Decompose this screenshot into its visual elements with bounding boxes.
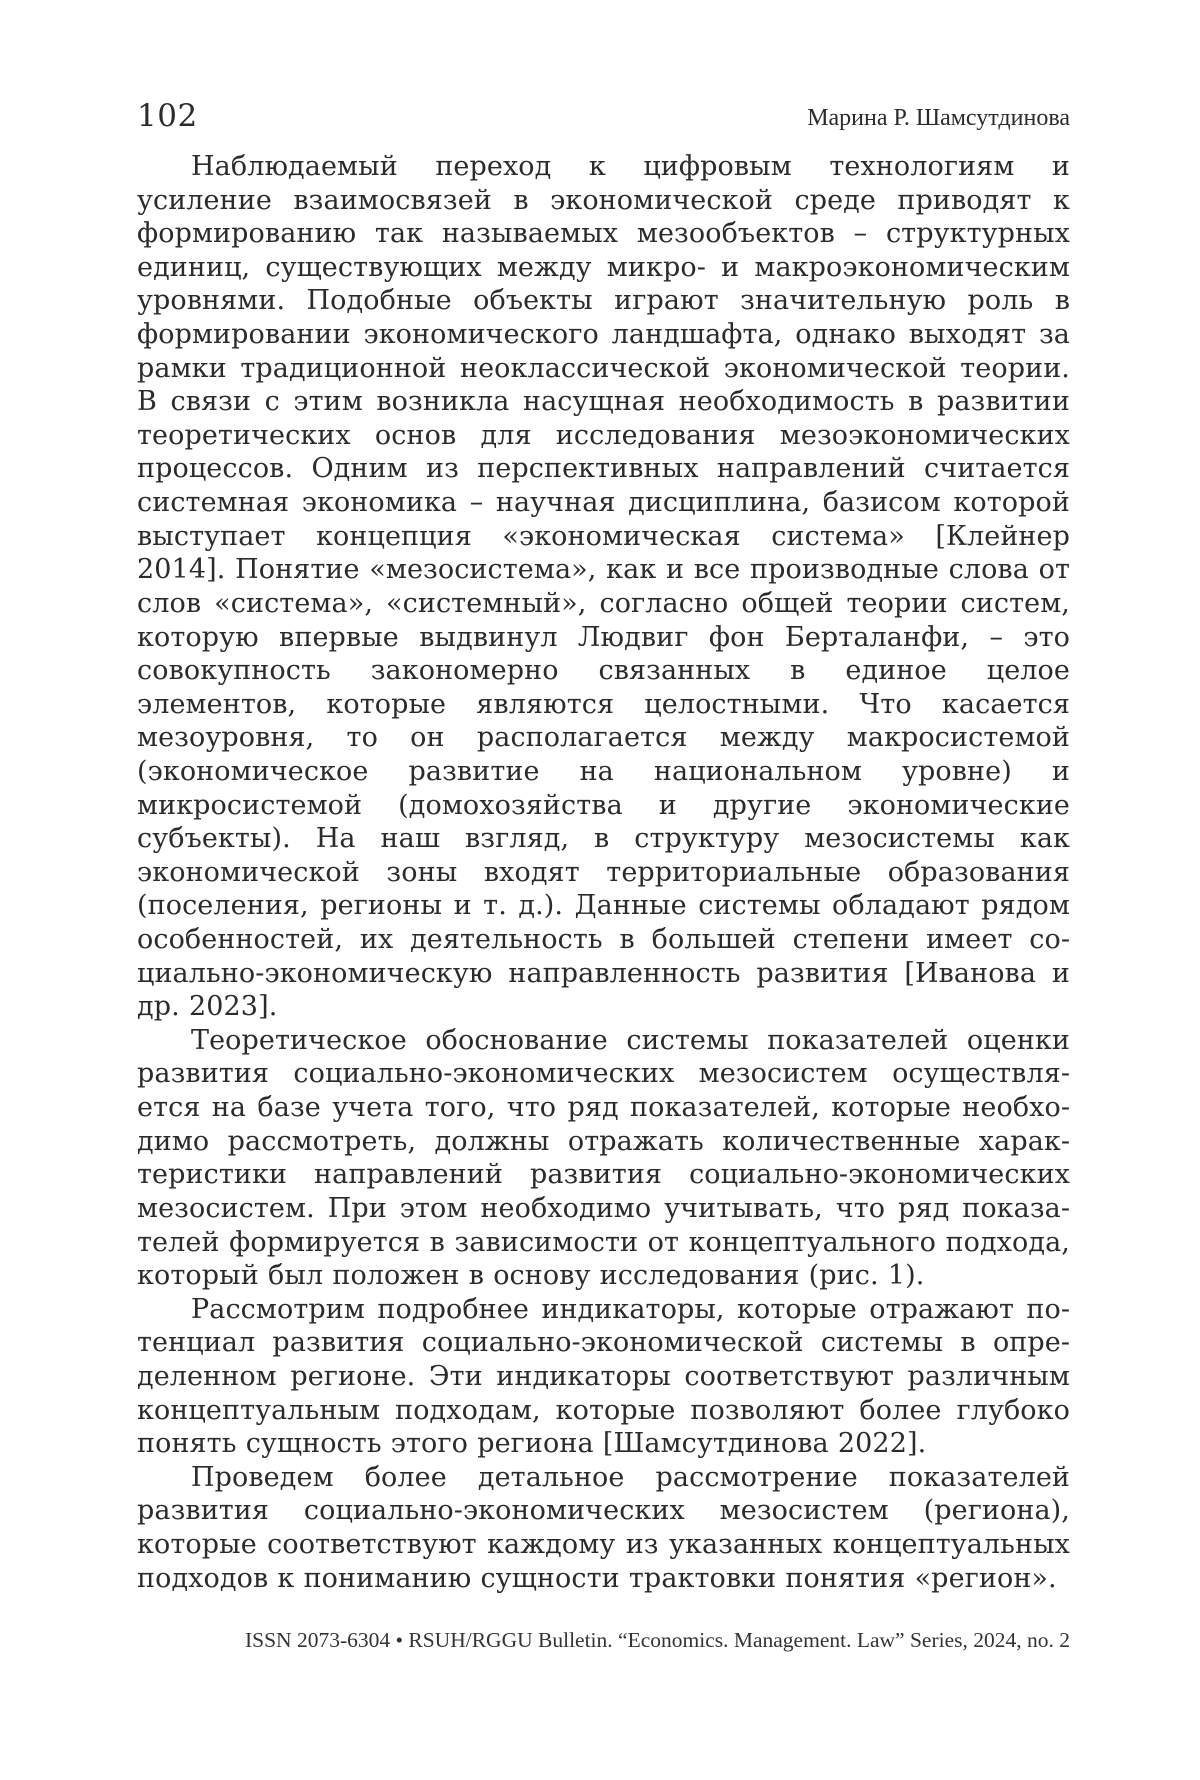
article-body [137,150,1070,1595]
journal-page [137,0,1070,1780]
journal-footer: ISSN 2073-6304 • RSUH/RGGU Bulletin. “Economics. Management. Law” Series, 2024, no. 2 [137,1625,1070,1655]
paragraph-3: Рассмотрим подробнее индикаторы, которые отражают по­тенциал развития социально-экономической системы в опре­деленном регионе. Эти индикаторы соответствуют различным концептуальным подходам, которые позволяют более глубоко понять сущность этого региона [Шамсутдинова 2022]. [137,1293,1070,1461]
paragraph-1: Наблюдаемый переход к цифровым технологиям и усиление взаимосвязей в экономической среде приводят к формирова­нию так называемых мезообъектов – структурных единиц, су­ществующих между микро- и макроэкономическим уровнями. Подобные объекты играют значительную роль в формирова­нии экономического ландшафта, однако выходят за рамки тра­диционной неоклассической экономической теории. В связи с этим возникла насущная необходимость в развитии теорети­ческих основ для исследования мезоэкономических процессов. Одним из перспективных направлений считается системная экономика – научная дисциплина, базисом которой выступает концепция «экономическая система» [Клейнер 2014]. Понятие «мезосистема», как и все производные слова от слов «система», «системный», согласно общей теории систем, которую впервые выдвинул Людвиг фон Берталанфи, – это совокупность зако­номерно связанных в единое целое элементов, которые являют­ся целостными. Что касается мезоуровня, то он располагается между макросистемой (экономическое развитие на националь­ном уровне) и микросистемой (домохозяйства и другие эконо­мические субъекты). На наш взгляд, в структуру мезосистемы как экономической зоны входят территориальные образования (поселения, регионы и т. д.). Данные системы обладают рядом особенностей, их деятельность в большей степени имеет со­циально-экономическую направленность развития [Иванова и др. 2023]. [137,150,1070,1024]
page-number: 102 [137,96,198,136]
paragraph-2: Теоретическое обоснование системы показателей оценки развития социально-экономических мезосистем осуществля­ется на базе учета того, что ряд показателей, которые необхо­димо рассмотреть, должны отражать количественные харак­теристики направлений развития социально-экономических мезосистем. При этом необходимо учитывать, что ряд показа­телей формируется в зависимости от концептуального подхода, который был положен в основу исследования (рис. 1). [137,1024,1070,1293]
running-head-author: Марина Р. Шамсутдинова [807,100,1070,136]
paragraph-4: Проведем более детальное рассмотрение показателей развития социально-экономических мезосистем (региона), которые соответствуют каждому из указанных концепту­альных подходов к пониманию сущности трактовки понятия «регион». [137,1461,1070,1595]
running-head [137,96,1070,136]
